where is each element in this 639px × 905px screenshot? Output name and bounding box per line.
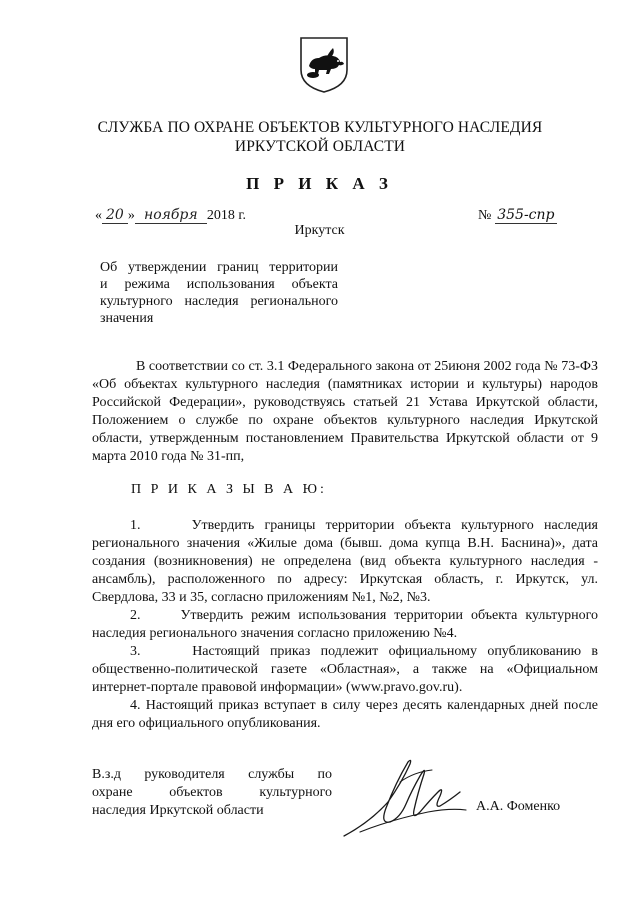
subject-line: культурного наследия регионального [100, 294, 338, 309]
organization-name-line1: СЛУЖБА ПО ОХРАНЕ ОБЪЕКТОВ КУЛЬТУРНОГО НАСЛЕДИЯ [97, 119, 543, 136]
order-item: 4. Настоящий приказ вступает в силу через десять календарных дней после дня его официального опубликования. [92, 698, 598, 731]
number-value: 355-спр [495, 207, 557, 224]
order-items [92, 517, 598, 733]
date-close-quote: » [127, 208, 135, 223]
document-number [478, 207, 557, 224]
irkutsk-coat-of-arms-icon [299, 36, 349, 94]
document-type-title: П Р И К А З [246, 174, 393, 193]
date-day: 20 [102, 207, 128, 224]
subject-line: и режима использования объекта [100, 277, 338, 292]
date-month: ноября [135, 207, 207, 224]
number-sign: № [478, 208, 492, 223]
document-subject [100, 259, 338, 327]
position-line: В.з.д руководителя службы по [92, 767, 332, 782]
preamble-paragraph: В соответствии со ст. 3.1 Федерального закона от 25июня 2002 года № 73-ФЗ «Об объектах культурного наследия (памятниках истории и культуры) народов Российской Федерации», руководствуясь статьей 21 Устава Иркутской области, Положением о службе по охране объектов культурного наследия Иркутской области, утвержденным постановлением Правительства Иркутской области от 9 марта 2010 года № 31-пп, [92, 359, 598, 464]
signatory-position [92, 766, 332, 820]
order-item: 1. Утвердить границы территории объекта культурного наследия регионального значения «Жилые дома (бывш. дома купца В.Н. Баснина)», дата создания (возникновения) не определена (вид объекта культурного наследия - ансамбль), расположенного по адресу: Иркутская область, г. Иркутск, ул. Свердлова, 33 и 35, согласно приложениям №1, №2, №3. [92, 518, 598, 605]
handwritten-signature-icon [340, 752, 470, 842]
organization-name-line2: ИРКУТСКОЙ ОБЛАСТИ [234, 138, 406, 155]
city: Иркутск [294, 223, 345, 238]
order-item: 3. Настоящий приказ подлежит официальному опубликованию в общественно-политической газете «Областная», а также на «Официальном интернет-портале правовой информации» (www.pravo.gov.ru). [92, 644, 598, 695]
order-directive-word: П Р И К А З Ы В А Ю: [131, 482, 327, 497]
date-open-quote: « [95, 208, 102, 223]
position-line: охране объектов культурного [92, 785, 332, 800]
date-year: 2018 г. [206, 208, 246, 223]
position-line: наследия Иркутской области [92, 803, 264, 818]
order-item: 2. Утвердить режим использования территории объекта культурного наследия регионального значения согласно приложению №4. [92, 608, 598, 641]
document-date [95, 207, 246, 224]
subject-line: Об утверждении границ территории [100, 260, 338, 275]
signer-name: А.А. Фоменко [476, 799, 561, 814]
subject-line: значения [100, 311, 154, 326]
